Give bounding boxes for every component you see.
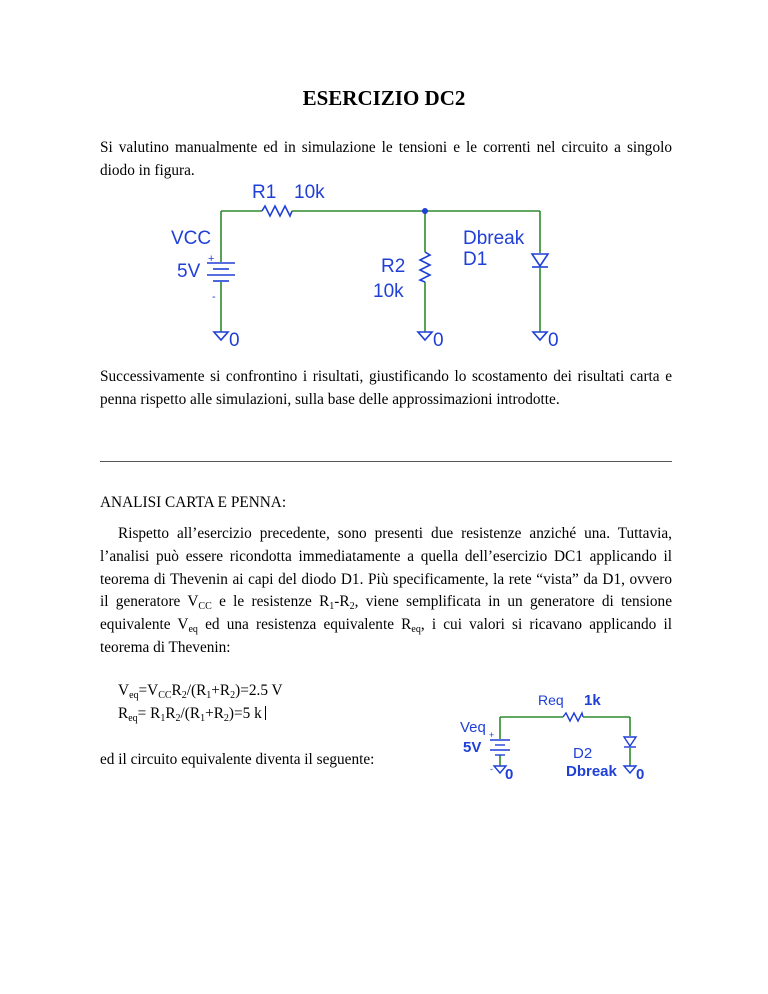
equivalent-circuit-text: ed il circuito equivalente diventa il seguente: xyxy=(100,751,375,768)
req-resistor-symbol xyxy=(563,713,583,721)
intro-paragraph: Si valutino manualmente ed in simulazione le tensioni e le correnti nel circuito a singolo diodo in figura. xyxy=(100,139,672,179)
section-heading: ANALISI CARTA E PENNA: xyxy=(100,494,287,511)
ground-label-3: 0 xyxy=(548,330,559,351)
d2-label: D2 xyxy=(573,745,593,762)
comparison-paragraph: Successivamente si confrontino i risultati, giustificando lo scostamento dei risultati carta e penna rispetto alle simulazioni, sulla base delle approssimazioni introdotte. xyxy=(100,368,672,408)
veq-label: Veq xyxy=(460,719,486,736)
r2-value: 10k xyxy=(373,281,404,302)
r2-label: R2 xyxy=(381,256,406,277)
vcc-minus: - xyxy=(212,291,216,303)
ground-label-2: 0 xyxy=(433,330,444,351)
formula-veq: $V_{eq}=V_{CC}R_2/(R_1+R_2)=2.5$ V xyxy=(118,682,283,701)
page-title: ESERCIZIO DC2 xyxy=(302,86,466,110)
veq-battery-symbol xyxy=(490,740,510,755)
ground-label-5: 0 xyxy=(636,766,645,783)
analysis-paragraph: Rispetto all’esercizio precedente, sono presenti due resistenze anziché una. Tuttavia, l’analisi può essere ricondotta immediatamente a quella dell’esercizio DC1 applicando il teorema di Thevenin ai capi del diodo D1. Più specificamente, la rete “vista” da D1, ovvero il generatore $V_{CC}$ e le resistenze $R_1-R_2$, viene semplificata in un generatore di tensione equivalente $V_{eq}$ ed una resistenza equivalente $R_{eq}$, i cui valori si ricavano applicando il teorema di Thevenin: xyxy=(100,525,673,656)
req-label: Req xyxy=(538,692,564,708)
r1-label: R1 xyxy=(252,182,277,203)
veq-value: 5V xyxy=(463,739,482,756)
d1-label: D1 xyxy=(463,249,488,270)
veq-plus: + xyxy=(489,730,495,740)
ground-label-1: 0 xyxy=(229,330,240,351)
ground-label-4: 0 xyxy=(505,766,514,783)
d1-model: Dbreak xyxy=(463,228,525,249)
vcc-value: 5V xyxy=(177,261,201,282)
vcc-label: VCC xyxy=(171,228,212,249)
d2-model: Dbreak xyxy=(566,763,617,780)
r1-value: 10k xyxy=(294,182,325,203)
ground-symbol-5 xyxy=(624,766,636,773)
veq-minus: - xyxy=(490,764,493,774)
vcc-plus: + xyxy=(208,253,215,265)
formula-req: $R_{eq}= R_1R_2/(R_1+R_2)=5$ k xyxy=(118,703,266,725)
req-value: 1k xyxy=(584,692,601,709)
d2-diode-symbol xyxy=(624,737,636,747)
